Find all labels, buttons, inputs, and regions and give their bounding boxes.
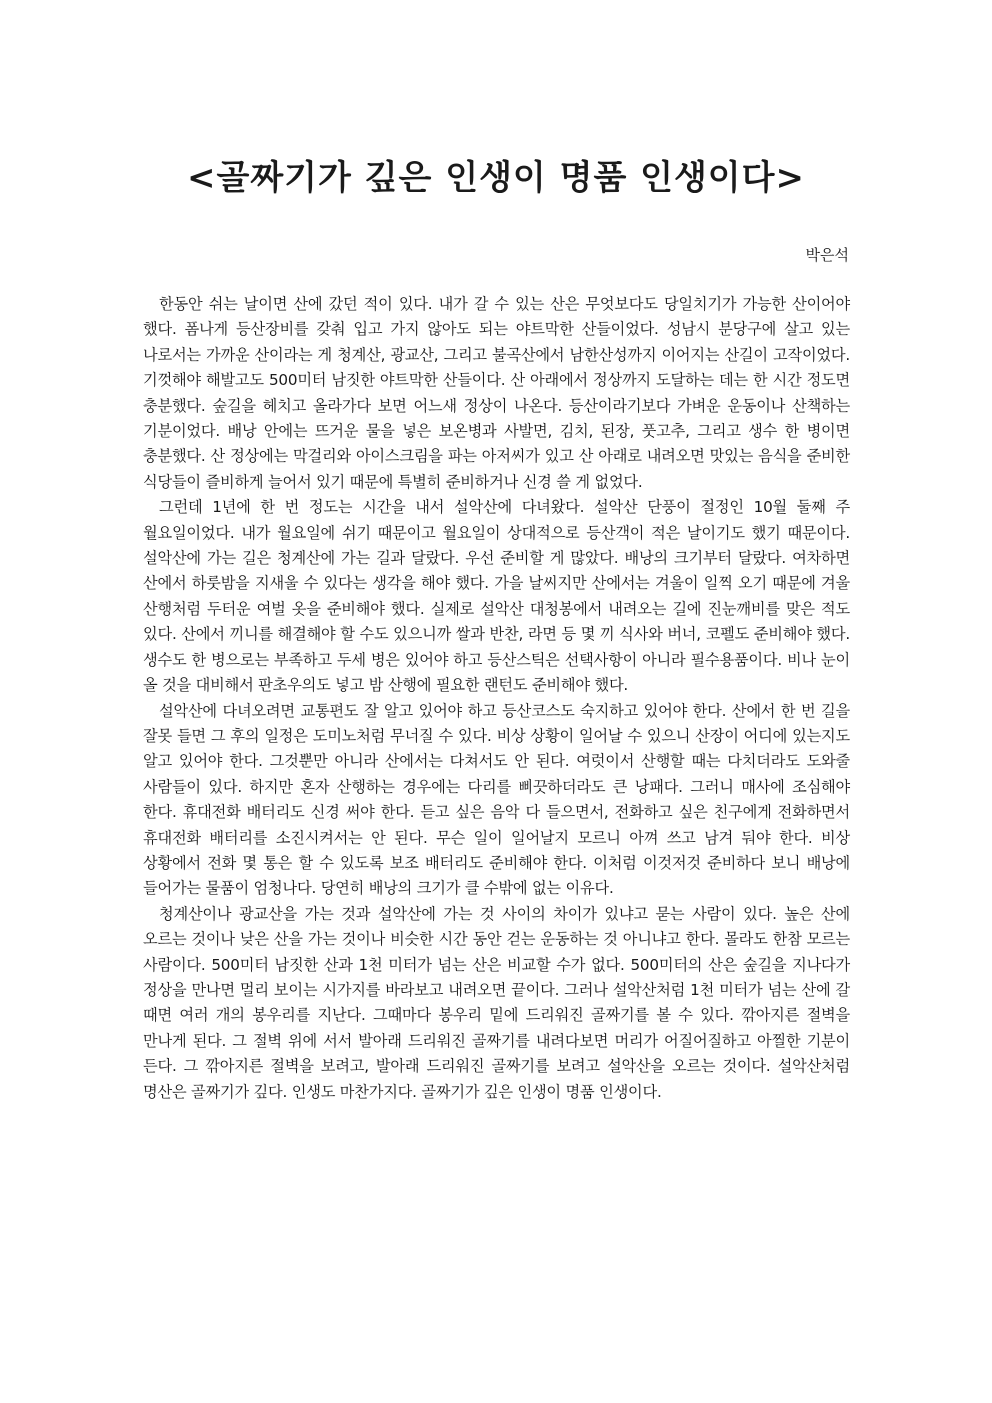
document-title: <골짜기가 깊은 인생이 명품 인생이다> [187,158,805,198]
paragraph: 한동안 쉬는 날이면 산에 갔던 적이 있다. 내가 갈 수 있는 산은 무엇보다도 당일치기가 가능한 산이어야 했다. 폼나게 등산장비를 갖춰 입고 가지 않아도 되는 야트막한 산들이었다. 성남시 분당구에 살고 있는 나로서는 가까운 산이라는 게 청계산, 광교산, 그리고 불곡산에서 남한산성까지 이어지는 산길이 고작이었다. 기껏해야 해발고도 500미터 남짓한 야트막한 산들이다. 산 아래에서 정상까지 도달하는 데는 한 시간 정도면 충분했다. 숲길을 헤치고 올라가다 보면 어느새 정상이 나온다. 등산이라기보다 가벼운 운동이나 산책하는 기분이었다. 배낭 안에는 뜨거운 물을 넣은 보온병과 사발면, 김치, 된장, 풋고추, 그리고 생수 한 병이면 충분했다. 산 정상에는 막걸리와 아이스크림을 파는 아저씨가 있고 산 아래로 내려오면 맛있는 음식을 준비한 식당들이 즐비하게 늘어서 있기 때문에 특별히 준비하거나 신경 쓸 게 없었다. [143,295,850,491]
paragraph: 청계산이나 광교산을 가는 것과 설악산에 가는 것 사이의 차이가 있냐고 묻는 사람이 있다. 높은 산에 오르는 것이나 낮은 산을 가는 것이나 비슷한 시간 동안 걷는 운동하는 것 아니냐고 한다. 몰라도 한참 모르는 사람이다. 500미터 남짓한 산과 1천 미터가 넘는 산은 비교할 수가 없다. 500미터의 산은 숲길을 지나다가 정상을 만나면 멀리 보이는 시가지를 바라보고 내려오면 끝이다. 그러나 설악산처럼 1천 미터가 넘는 산에 갈 때면 여러 개의 봉우리를 지난다. 그때마다 봉우리 밑에 드리워진 골짜기를 볼 수 있다. 깎아지른 절벽을 만나게 된다. 그 절벽 위에 서서 발아래 드리워진 골짜기를 내려다보면 머리가 어질어질하고 아찔한 기분이 든다. 그 깎아지른 절벽을 보려고, 발아래 드리워진 골짜기를 보려고 설악산을 오르는 것이다. 설악산처럼 명산은 골짜기가 깊다. 인생도 마찬가지다. 골짜기가 깊은 인생이 명품 인생이다. [143,904,850,1101]
document-body [143,292,850,1105]
paragraph: 설악산에 다녀오려면 교통편도 잘 알고 있어야 하고 등산코스도 숙지하고 있어야 한다. 산에서 한 번 길을 잘못 들면 그 후의 일정은 도미노처럼 무너질 수 있다. 비상 상황이 일어날 수 있으니 산장이 어디에 있는지도 알고 있어야 한다. 그것뿐만 아니라 산에서는 다쳐서도 안 된다. 여럿이서 산행할 때는 다치더라도 도와줄 사람들이 있다. 하지만 혼자 산행하는 경우에는 다리를 삐끗하더라도 큰 낭패다. 그러니 매사에 조심해야 한다. 휴대전화 배터리도 신경 써야 한다. 듣고 싶은 음악 다 들으면서, 전화하고 싶은 친구에게 전화하면서 휴대전화 배터리를 소진시켜서는 안 된다. 무슨 일이 일어날지 모르니 아껴 쓰고 남겨 둬야 한다. 비상 상황에서 전화 몇 통은 할 수 있도록 보조 배터리도 준비해야 한다. 이처럼 이것저것 준비하다 보니 배낭에 들어가는 물품이 엄청나다. 당연히 배낭의 크기가 클 수밖에 없는 이유다. [143,701,850,898]
author-name: 박은석 [805,246,849,264]
paragraph: 그런데 1년에 한 번 정도는 시간을 내서 설악산에 다녀왔다. 설악산 단풍이 절정인 10월 둘째 주 월요일이었다. 내가 월요일에 쉬기 때문이고 월요일이 상대적으로 등산객이 적은 날이기도 했기 때문이다. 설악산에 가는 길은 청계산에 가는 길과 달랐다. 우선 준비할 게 많았다. 배낭의 크기부터 달랐다. 여차하면 산에서 하룻밤을 지새울 수 있다는 생각을 해야 했다. 가을 날씨지만 산에서는 겨울이 일찍 오기 때문에 겨울 산행처럼 두터운 여벌 옷을 준비해야 했다. 실제로 설악산 대청봉에서 내려오는 길에 진눈깨비를 맞은 적도 있다. 산에서 끼니를 해결해야 할 수도 있으니까 쌀과 반찬, 라면 등 몇 끼 식사와 버너, 코펠도 준비해야 했다. 생수도 한 병으로는 부족하고 두세 병은 있어야 하고 등산스틱은 선택사항이 아니라 필수용품이다. 비나 눈이 올 것을 대비해서 판초우의도 넣고 밤 산행에 필요한 랜턴도 준비해야 했다. [143,498,850,695]
